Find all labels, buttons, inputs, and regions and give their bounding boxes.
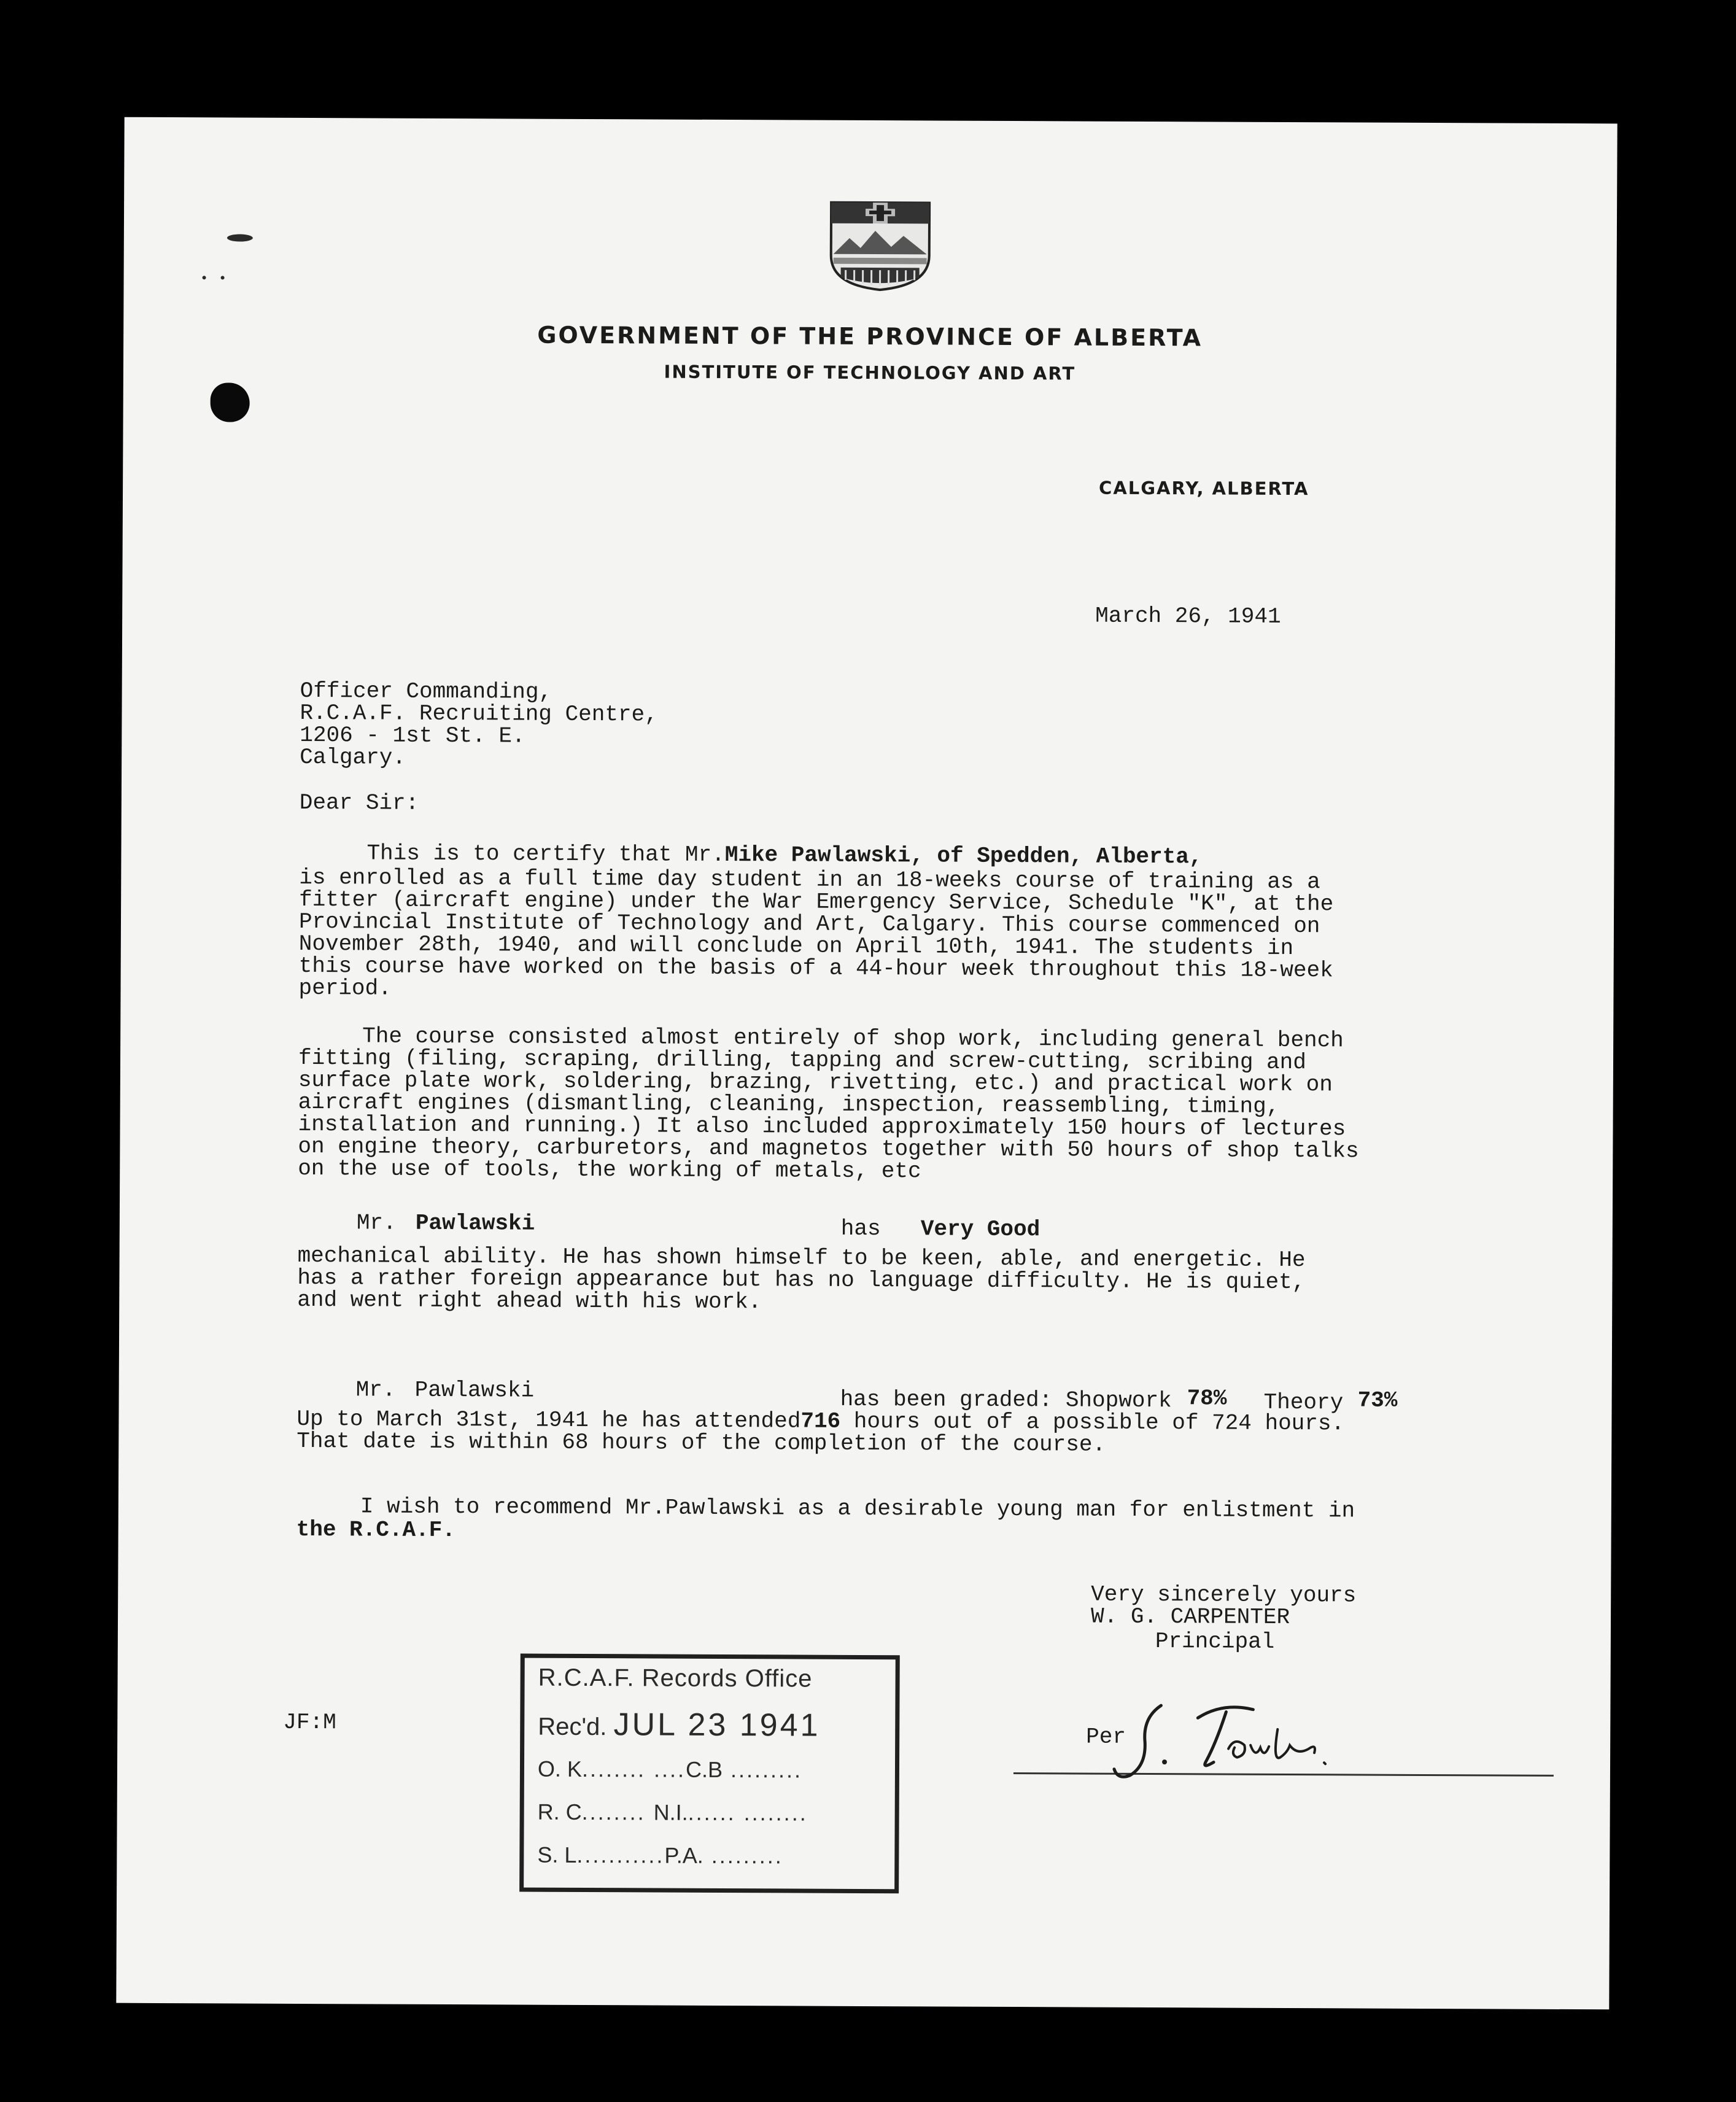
handwritten-signature <box>1106 1693 1364 1786</box>
shopwork-grade: 78% <box>1187 1386 1227 1411</box>
stamp-sl-row: S. L...........P.A. ......... <box>537 1842 783 1869</box>
para1-line: fitter (aircraft engine) under the War Emergency Service, Schedule "K", at the <box>299 886 1334 917</box>
ink-spot <box>221 276 225 279</box>
stamp-rc-init: N.I. <box>653 1799 688 1825</box>
para3-line: mechanical ability. He has shown himself to be keen, able, and energetic. He <box>297 1243 1306 1273</box>
letterhead-city: CALGARY, ALBERTA <box>1099 477 1309 500</box>
para2-line: on the use of tools, the working of metals, etc <box>298 1155 921 1184</box>
letter-date: March 26, 1941 <box>1095 603 1281 629</box>
letterhead-government: GOVERNMENT OF THE PROVINCE OF ALBERTA <box>537 321 1203 352</box>
rcaf-records-stamp <box>519 1654 900 1894</box>
theory-label: Theory <box>1263 1389 1344 1416</box>
stamp-ok-init: C.B <box>685 1756 723 1782</box>
per-label: Per <box>1086 1724 1126 1750</box>
stamp-received <box>538 1706 820 1744</box>
para5-line1-b: Pawlawski as a desirable young man for enlistment in <box>665 1495 1355 1524</box>
stamp-recd-label: Rec'd. <box>538 1713 607 1741</box>
para1-lead: This is to certify that Mr. <box>366 840 725 867</box>
closing-line: Very sincerely yours <box>1091 1581 1357 1608</box>
recipient-line: 1206 - 1st St. E. <box>300 722 525 749</box>
para1-line: period. <box>298 975 392 1001</box>
stamp-sl-init: P.A. <box>664 1842 703 1868</box>
para3-line: has a rather foreign appearance but has no language difficulty. He is quiet, <box>297 1265 1306 1295</box>
para3-mr: Mr. <box>356 1210 397 1236</box>
typist-initials: JF:M <box>283 1709 336 1736</box>
stamp-ok-label: O. K <box>537 1756 583 1782</box>
para1-line: is enrolled as a full time day student in an 18-weeks course of training as a <box>299 864 1320 895</box>
ink-spot <box>227 234 253 241</box>
para5-line1 <box>360 1495 1355 1522</box>
para4-mr: Mr. <box>355 1377 396 1403</box>
stamp-title: R.C.A.F. Records Office <box>538 1664 813 1693</box>
student-name: Mike Pawlawski, of Spedden, Alberta, <box>724 842 1203 870</box>
theory-grade: 73% <box>1357 1387 1398 1413</box>
stamp-sl-label: S. L <box>537 1842 577 1867</box>
para1-line: this course have worked on the basis of a 44-hour week throughout this 18-week <box>298 953 1333 983</box>
stamp-ok-row: O. K........ ....C.B ......... <box>537 1756 803 1783</box>
para4-name: Pawlawski <box>414 1377 535 1403</box>
para1-line: November 28th, 1940, and will conclude on April 10th, 1941. The students in <box>298 931 1294 961</box>
letter-page <box>116 117 1617 2010</box>
para1-first-line <box>366 842 1202 868</box>
para4-line3: That date is within 68 hours of the completion of the course. <box>296 1428 1106 1457</box>
para2-line: aircraft engines (dismantling, cleaning, inspection, reassembling, timing, <box>298 1089 1280 1119</box>
para3-has: has <box>840 1216 881 1242</box>
para4-line2-a: Up to March 31st, 1941 he has attended <box>296 1406 801 1434</box>
recipient-line: Officer Commanding, <box>300 678 552 705</box>
para5-line2: the R.C.A.F. <box>296 1516 456 1543</box>
para3-rating: Very Good <box>920 1216 1040 1243</box>
stamp-rc-label: R. C <box>537 1799 582 1825</box>
salutation: Dear Sir: <box>299 789 419 816</box>
letterhead-institute: INSTITUTE OF TECHNOLOGY AND ART <box>664 361 1076 384</box>
alberta-coat-of-arms-icon <box>827 199 933 293</box>
para2-line: The course consisted almost entirely of shop work, including general bench <box>362 1023 1344 1053</box>
para3-name: Pawlawski <box>415 1210 535 1236</box>
para4-graded: has been graded: Shopwork <box>840 1386 1172 1414</box>
para4-line2-b: hours out of a possible of 724 hours. <box>853 1408 1345 1437</box>
para5-line1-a: I wish to recommend Mr. <box>360 1494 665 1521</box>
closing-name: W. G. CARPENTER <box>1090 1604 1290 1631</box>
para1-line: Provincial Institute of Technology and Art, Calgary. This course commenced on <box>298 909 1320 939</box>
para2-line: fitting (filing, scraping, drilling, tapping and screw-cutting, scribing and <box>298 1045 1306 1076</box>
para2-line: installation and running.) It also included approximately 150 hours of lectures <box>298 1111 1346 1142</box>
closing-title: Principal <box>1155 1629 1275 1654</box>
stamp-rc-row: R. C........ N.I....... ........ <box>537 1799 808 1826</box>
recipient-line: Calgary. <box>300 744 406 770</box>
para3-line: and went right ahead with his work. <box>297 1287 762 1315</box>
recipient-line: R.C.A.F. Recruiting Centre, <box>300 700 658 727</box>
punch-hole <box>211 382 250 422</box>
para2-line: on engine theory, carburetors, and magnetos together with 50 hours of shop talks <box>298 1133 1359 1164</box>
stamp-recd-date: JUL 23 1941 <box>613 1707 821 1743</box>
attended-hours: 716 <box>800 1408 841 1434</box>
para2-line: surface plate work, soldering, brazing, rivetting, etc.) and practical work on <box>298 1067 1333 1098</box>
ink-spot <box>203 276 206 279</box>
